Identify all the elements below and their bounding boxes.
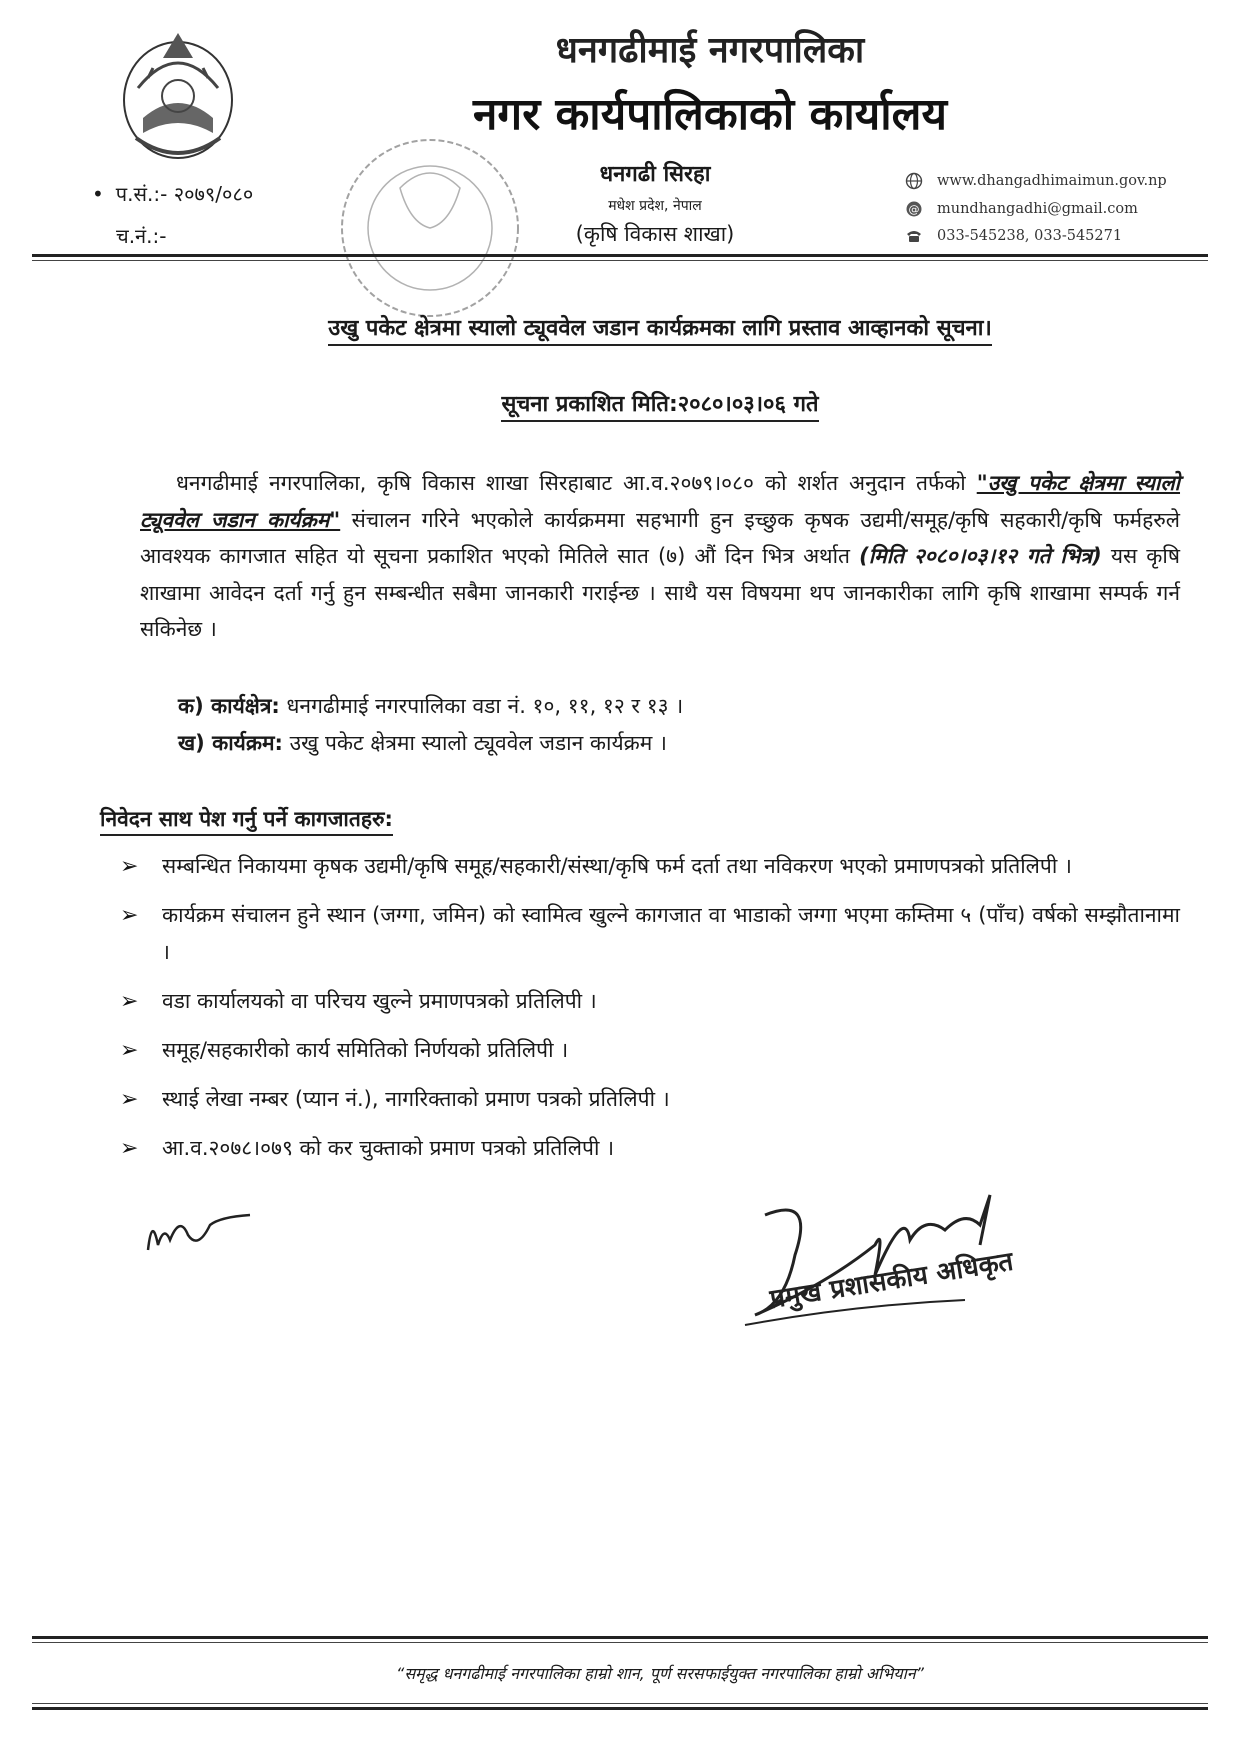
official-stamp-icon bbox=[330, 128, 530, 328]
contact-email[interactable] bbox=[905, 200, 1138, 218]
list-item-text: कार्यक्रम संचालन हुने स्थान (जग्गा, जमिन) को स्वामित्व खुल्ने कागजात वा भाडाको जग्गा भएमा कम्तिमा ५ (पाँच) वर्षको सम्झौतानामा । bbox=[162, 903, 1180, 964]
list-item-text: सम्बन्धित निकायमा कृषक उद्यमी/कृषि समूह/सहकारी/संस्था/कृषि फर्म दर्ता तथा नविकरण भएको प्रमाणपत्रको प्रतिलिपी । bbox=[162, 854, 1072, 878]
publish-date bbox=[380, 388, 940, 418]
contact-phone bbox=[905, 227, 1122, 245]
list-item bbox=[120, 897, 1180, 971]
arrow-bullet-icon: ➢ bbox=[120, 854, 139, 879]
list-item bbox=[120, 983, 1180, 1020]
list-item bbox=[120, 1081, 1180, 1118]
documents-heading-text: निवेदन साथ पेश गर्नु पर्ने कागजातहरु: bbox=[100, 807, 393, 836]
program-label: ख) कार्यक्रम: bbox=[178, 731, 283, 755]
website-text: www.dhangadhimaimun.gov.np bbox=[937, 173, 1167, 189]
reference-number: • प.सं.:- २०७९/०८० bbox=[92, 182, 254, 206]
office-city: धनगढी सिरहा bbox=[599, 162, 711, 187]
deadline-text: (मिति २०८०।०३।१२ गते भित्र) bbox=[859, 544, 1102, 568]
office-name: नगर कार्यपालिकाको कार्यालय bbox=[473, 89, 947, 140]
paragraph-part-1: धनगढीमाई नगरपालिका, कृषि विकास शाखा सिरहाबाट आ.व.२०७९।०८० को शर्शत अनुदान तर्फको bbox=[176, 471, 977, 495]
work-area-value: धनगढीमाई नगरपालिका वडा नं. १०, ११, १२ र १३ । bbox=[279, 694, 684, 718]
paragraph-part-3: यस कृषि शाखामा आवेदन दर्ता गर्नु हुन सम्बन्धीत सबैमा जानकारी गराईन्छ । साथै यस विषयमा थप जानकारीका लागि कृषि शाखामा सम्पर्क गर्न सकिनेछ । bbox=[140, 544, 1181, 641]
reference-number-text: प.सं.:- २०७९/०८० bbox=[115, 182, 254, 206]
documents-list bbox=[120, 848, 1180, 1179]
arrow-bullet-icon: ➢ bbox=[120, 989, 139, 1014]
program-name-quote: "उखु पकेट क्षेत्रमा स्यालो ट्यूववेल जडान कार्यक्रम" bbox=[140, 471, 1181, 532]
program-line bbox=[178, 729, 667, 757]
list-item-text: समूह/सहकारीको कार्य समितिको निर्णयको प्रतिलिपी । bbox=[162, 1038, 569, 1062]
arrow-bullet-icon: ➢ bbox=[120, 1136, 139, 1161]
list-item bbox=[120, 1130, 1180, 1167]
list-item bbox=[120, 848, 1180, 885]
officer-title: प्रमुख प्रशासकीय अधिकृत bbox=[767, 1246, 1016, 1315]
footer-motto: “समृद्ध धनगढीमाई नगरपालिका हाम्रो शान, पूर्ण सरसफाईयुक्त नगरपालिका हाम्रो अभियान” bbox=[396, 1664, 924, 1683]
notice-title bbox=[160, 312, 1160, 342]
contact-website[interactable] bbox=[905, 172, 1167, 190]
notice-title-text: उखु पकेट क्षेत्रमा स्यालो ट्यूववेल जडान कार्यक्रमका लागि प्रस्ताव आव्हानको सूचना। bbox=[328, 316, 992, 346]
header-divider-thin bbox=[32, 260, 1208, 261]
svg-text:@: @ bbox=[908, 203, 920, 216]
footer-divider-thin bbox=[32, 1642, 1208, 1643]
arrow-bullet-icon: ➢ bbox=[120, 1038, 139, 1063]
paragraph-part-2: संचालन गरिने भएकोले कार्यक्रममा सहभागी हुन इच्छुक कृषक उद्यमी/समूह/कृषि सहकारी/कृषि फर्महरुले आवश्यक कागजात सहित यो सूचना प्रकाशित भएको मितिले सात (७) औं दिन भित्र अर्थात bbox=[140, 507, 1181, 568]
program-value: उखु पकेट क्षेत्रमा स्यालो ट्यूववेल जडान कार्यक्रम । bbox=[282, 731, 667, 755]
list-item-text: आ.व.२०७८।०७९ को कर चुक्ताको प्रमाण पत्रको प्रतिलिपी । bbox=[162, 1136, 615, 1160]
list-item-text: स्थाई लेखा नम्बर (प्यान नं.), नागरिक्ताको प्रमाण पत्रको प्रतिलिपी । bbox=[162, 1087, 670, 1111]
header-divider bbox=[32, 254, 1208, 257]
office-province: मधेश प्रदेश, नेपाल bbox=[608, 198, 702, 214]
email-text: mundhangadhi@gmail.com bbox=[937, 201, 1138, 217]
dispatch-number: च.नं.:- bbox=[116, 224, 167, 248]
list-item bbox=[120, 1032, 1180, 1069]
notice-paragraph bbox=[140, 465, 1180, 648]
publish-date-text: सूचना प्रकाशित मिति:२०८०।०३।०६ गते bbox=[501, 392, 818, 422]
arrow-bullet-icon: ➢ bbox=[120, 1087, 139, 1112]
email-icon bbox=[905, 200, 923, 218]
arrow-bullet-icon: ➢ bbox=[120, 903, 139, 928]
initial-signature-icon bbox=[140, 1195, 260, 1265]
globe-icon bbox=[905, 172, 923, 190]
work-area-line bbox=[178, 692, 683, 720]
work-area-label: क) कार्यक्षेत्र: bbox=[178, 694, 280, 718]
emblem-icon bbox=[118, 18, 238, 168]
documents-heading bbox=[100, 805, 393, 833]
list-item-text: वडा कार्यालयको वा परिचय खुल्ने प्रमाणपत्रको प्रतिलिपी । bbox=[162, 989, 597, 1013]
branch-name: (कृषि विकास शाखा) bbox=[575, 222, 735, 246]
footer-bottom-divider-thin bbox=[32, 1703, 1208, 1704]
footer-bottom-divider bbox=[32, 1707, 1208, 1710]
phone-icon bbox=[905, 227, 923, 245]
municipality-name: धनगढीमाई नगरपालिका bbox=[555, 30, 865, 71]
phone-text: 033-545238, 033-545271 bbox=[937, 228, 1123, 244]
footer-divider bbox=[32, 1636, 1208, 1639]
